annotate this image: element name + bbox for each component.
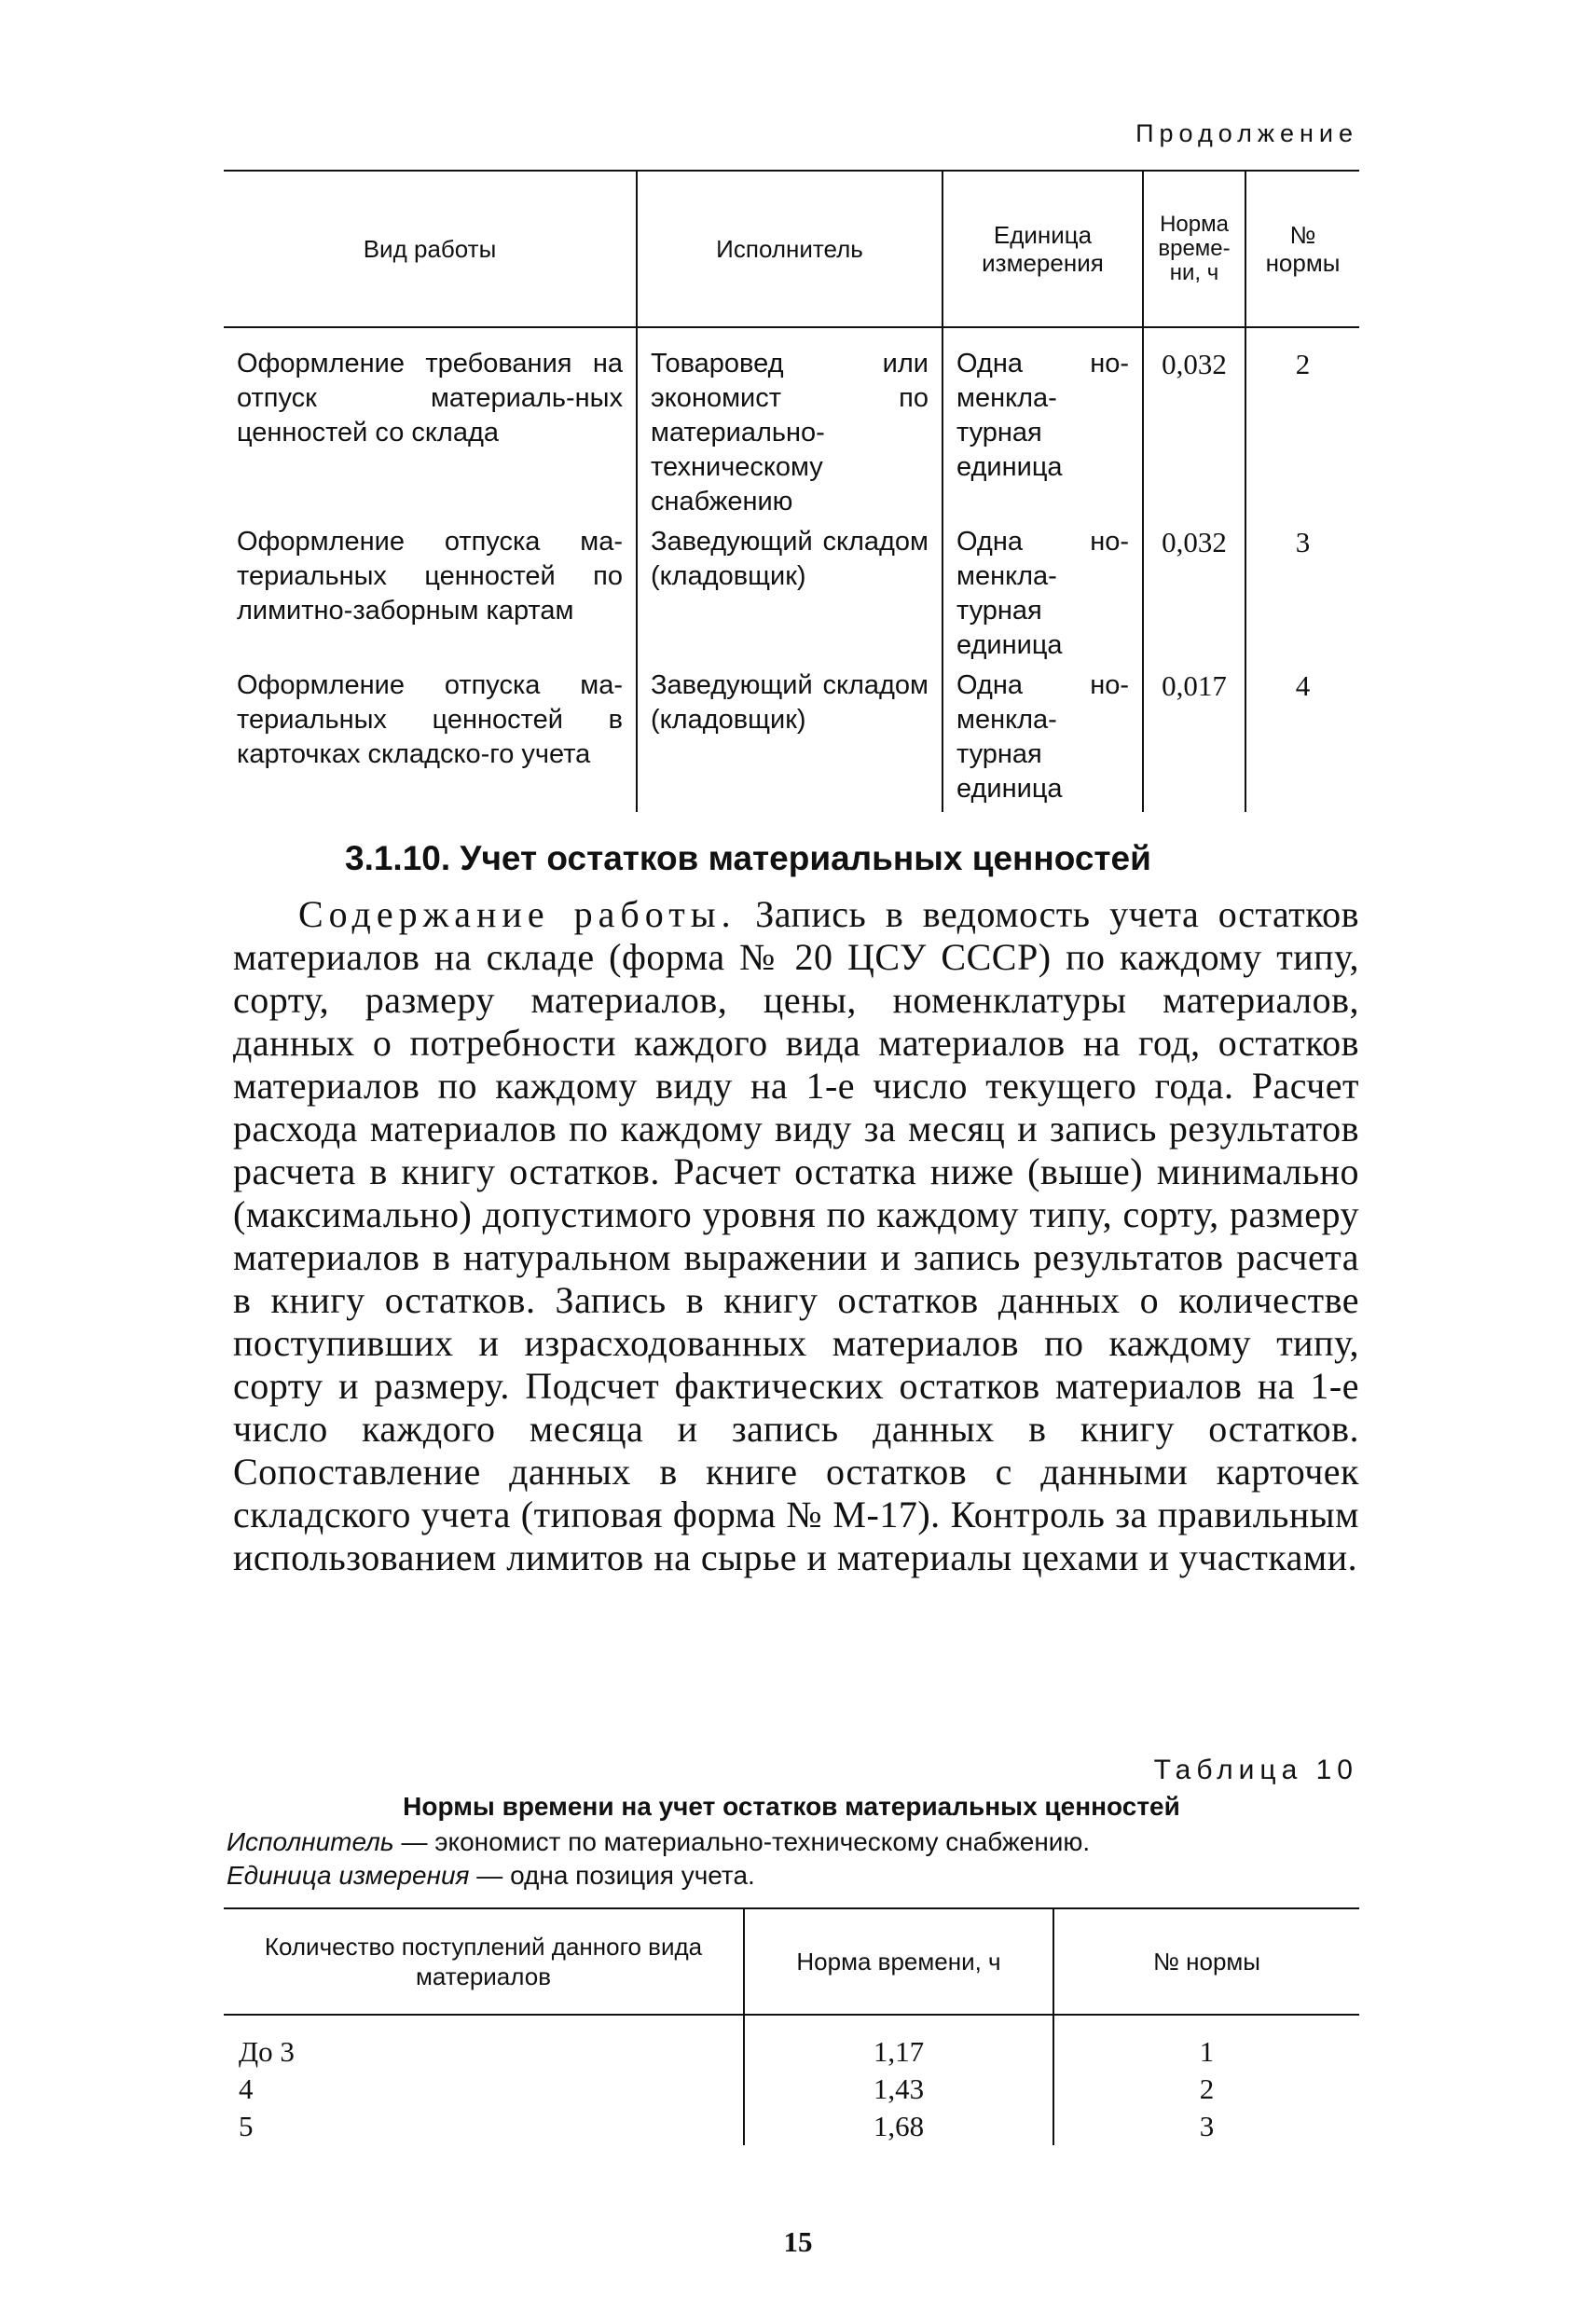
header-performer: Исполнитель	[637, 171, 942, 327]
table-header-row	[224, 1908, 1359, 2015]
cell-quantity: 4	[239, 2072, 254, 2105]
stock-norms-table	[224, 1907, 1359, 2145]
continuation-label: Продолжение	[1135, 119, 1358, 147]
cell-performer: Заведующий складом (кладовщик)	[637, 525, 942, 668]
cell-quantity: До 3	[239, 2035, 295, 2068]
header-quantity: Количество поступлений данного вида материалов	[224, 1908, 744, 2015]
table-title: Нормы времени на учет остатков материальных ценностей	[403, 1792, 1180, 1821]
table-row	[224, 2071, 1359, 2108]
cell-number: 4	[1245, 668, 1359, 812]
table-row	[224, 525, 1359, 668]
section-heading: 3.1.10. Учет остатков материальных ценностей	[345, 839, 1151, 877]
table-row	[224, 2108, 1359, 2145]
cell-norm: 1,68	[744, 2108, 1053, 2145]
cell-norm: 0,032	[1143, 525, 1245, 668]
cell-number: 3	[1245, 525, 1359, 668]
cell-norm: 1,17	[744, 2015, 1053, 2071]
header-norm-number: № нормы	[1245, 171, 1359, 327]
cell-number: 2	[1053, 2071, 1359, 2108]
performer-line	[227, 1827, 1090, 1857]
cell-unit: Одна но-менкла-турная единица	[942, 668, 1143, 812]
work-norms-table	[224, 170, 1359, 812]
section-body	[233, 893, 1359, 1579]
cell-norm: 0,017	[1143, 668, 1245, 812]
cell-number: 3	[1053, 2108, 1359, 2145]
cell-number: 1	[1053, 2015, 1359, 2071]
cell-unit: Одна но-менкла-турная единица	[942, 525, 1143, 668]
header-work-type: Вид работы	[224, 171, 637, 327]
header-norm-number: № нормы	[1053, 1908, 1359, 2015]
table-row	[224, 327, 1359, 525]
header-norm-time: Норма време-ни, ч	[1143, 171, 1245, 327]
table-row	[224, 2015, 1359, 2071]
page-number: 15	[783, 2225, 813, 2258]
table-header-row	[224, 171, 1359, 327]
table-label: Таблица 10	[1153, 1755, 1358, 1785]
performer-label: Исполнитель	[227, 1827, 394, 1856]
cell-norm: 1,43	[744, 2071, 1053, 2108]
unit-label: Единица измерения	[227, 1861, 470, 1890]
table-row	[224, 668, 1359, 812]
cell-work: Оформление отпуска ма-териальных ценностей в карточках складско-го учета	[237, 670, 623, 769]
section-text: Запись в ведомость учета остатков материалов на складе (форма № 20 ЦСУ СССР) по каждому типу, сорту, размеру материалов, цены, номенклатуры материалов, данных о потребности каждого вида материалов на год, остатков материалов по каждому виду на 1-е число текущего года. Расчет расхода материалов по каждому виду за месяц и запись результатов расчета в книгу остатков. Расчет остатка ниже (выше) минимально (максимально) допустимого уровня по каждому типу, сорту, размеру материалов в натуральном выражении и запись результатов расчета в книгу остатков. Запись в книгу остатков данных о количестве поступивших и израсходованных материалов по каждому типу, сорту и размеру. Подсчет фактических остатков материалов на 1-е число каждого месяца и запись данных в книгу остатков. Сопоставление данных в книге остатков с данными карточек складского учета (типовая форма № М-17). Контроль за правильным использованием лимитов на сырье и материалы цехами и участками.	[233, 893, 1360, 1578]
performer-value: — экономист по материально-техническому снабжению.	[401, 1827, 1091, 1856]
cell-quantity: 5	[239, 2110, 254, 2142]
header-norm-time: Норма времени, ч	[744, 1908, 1053, 2015]
cell-performer: Товаровед или экономист по материально-техническому снабжению	[637, 327, 942, 525]
unit-value: — одна позиция учета.	[476, 1861, 755, 1890]
cell-unit: Одна но-менкла-турная единица	[942, 327, 1143, 525]
unit-line	[227, 1861, 755, 1891]
cell-number: 2	[1245, 327, 1359, 525]
header-unit: Единица измерения	[942, 171, 1143, 327]
cell-work: Оформление требования на отпуск материаль-ных ценностей со склада	[237, 349, 623, 447]
cell-norm: 0,032	[1143, 327, 1245, 525]
section-lead: Содержание работы.	[298, 893, 736, 935]
cell-performer: Заведующий складом (кладовщик)	[637, 668, 942, 812]
cell-work: Оформление отпуска ма-териальных ценностей по лимитно-заборным картам	[237, 527, 623, 626]
